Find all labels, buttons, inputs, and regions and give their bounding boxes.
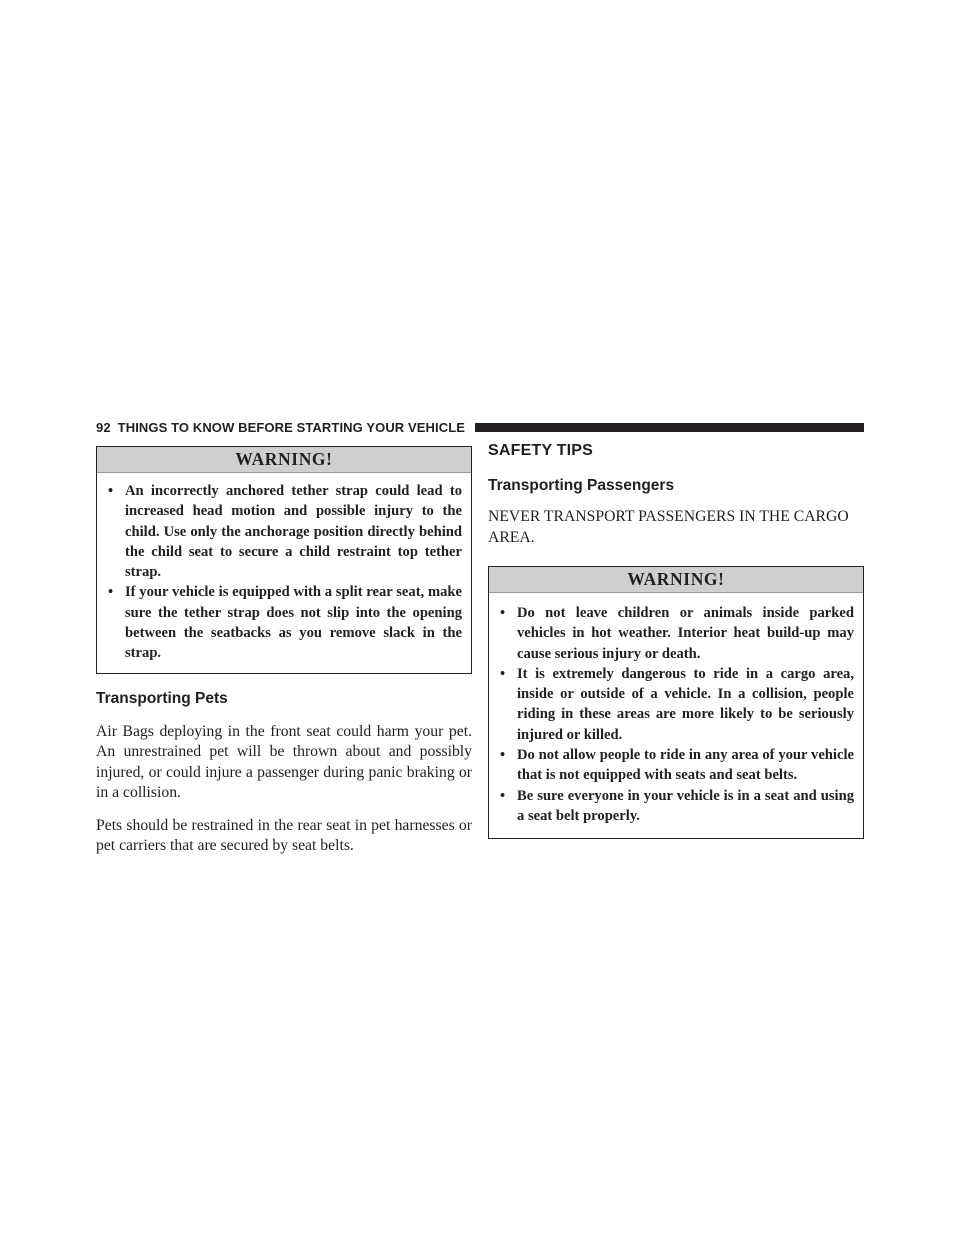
pets-paragraph-airbags: Air Bags deploying in the front seat could harm your pet. An unrestrained pet will be thrown about and possibly injured, or could injure a passenger during panic braking or in a collision.: [96, 722, 472, 802]
right-column: [488, 442, 864, 839]
warning-title: WARNING!: [97, 447, 471, 473]
cargo-area-paragraph: NEVER TRANSPORT PASSENGERS IN THE CARGO AREA.: [488, 508, 849, 546]
page-number: 92: [96, 419, 111, 435]
warning-item: [498, 664, 854, 745]
page-header: [96, 418, 864, 436]
bullet-icon: •: [500, 787, 506, 804]
warning-list: [489, 593, 863, 838]
subheading-transporting-passengers: Transporting Passengers: [488, 477, 675, 494]
section-heading-transporting-pets: Transporting Pets: [96, 689, 228, 707]
warning-title: WARNING!: [489, 567, 863, 593]
warning-item-text: Be sure everyone in your vehicle is in a seat and using a seat belt properly.: [517, 787, 854, 824]
warning-list: [97, 473, 471, 673]
warning-item: [106, 582, 462, 663]
bullet-icon: •: [108, 483, 114, 499]
pets-paragraph-restraint: Pets should be restrained in the rear seat in pet harnesses or pet carriers that are secured by seat belts.: [96, 816, 472, 855]
section-heading-safety-tips: SAFETY TIPS: [488, 442, 594, 459]
warning-item-text: It is extremely dangerous to ride in a cargo area, inside or outside of a vehicle. In a collision, people riding in these areas are more likely to be seriously injured or killed.: [517, 665, 854, 743]
bullet-icon: •: [108, 584, 114, 601]
warning-item: [498, 603, 854, 664]
bullet-icon: •: [500, 747, 506, 764]
header-rule: [475, 423, 864, 432]
left-column: [96, 446, 472, 857]
chapter-title: THINGS TO KNOW BEFORE STARTING YOUR VEHICLE: [117, 419, 466, 435]
warning-item: [498, 786, 854, 827]
tether-warning-box: [96, 446, 472, 674]
warning-item: [498, 745, 854, 786]
warning-item: [106, 481, 462, 582]
bullet-icon: •: [500, 605, 506, 621]
bullet-icon: •: [500, 665, 506, 682]
warning-item-text: If your vehicle is equipped with a split rear seat, make sure the tether strap does not slip into the opening between the seatbacks as you remove slack in the strap.: [125, 584, 462, 662]
warning-item-text: Do not leave children or animals inside parked vehicles in hot weather. Interior heat build-up may cause serious injury or death.: [517, 605, 854, 662]
passenger-warning-box: [488, 566, 864, 839]
warning-item-text: An incorrectly anchored tether strap could lead to increased head motion and possible injury to the child. Use only the anchorage position directly behind the child seat to secure a child restraint top tether strap.: [125, 483, 462, 581]
warning-item-text: Do not allow people to ride in any area of your vehicle that is not equipped with seats and seat belts.: [517, 747, 854, 784]
